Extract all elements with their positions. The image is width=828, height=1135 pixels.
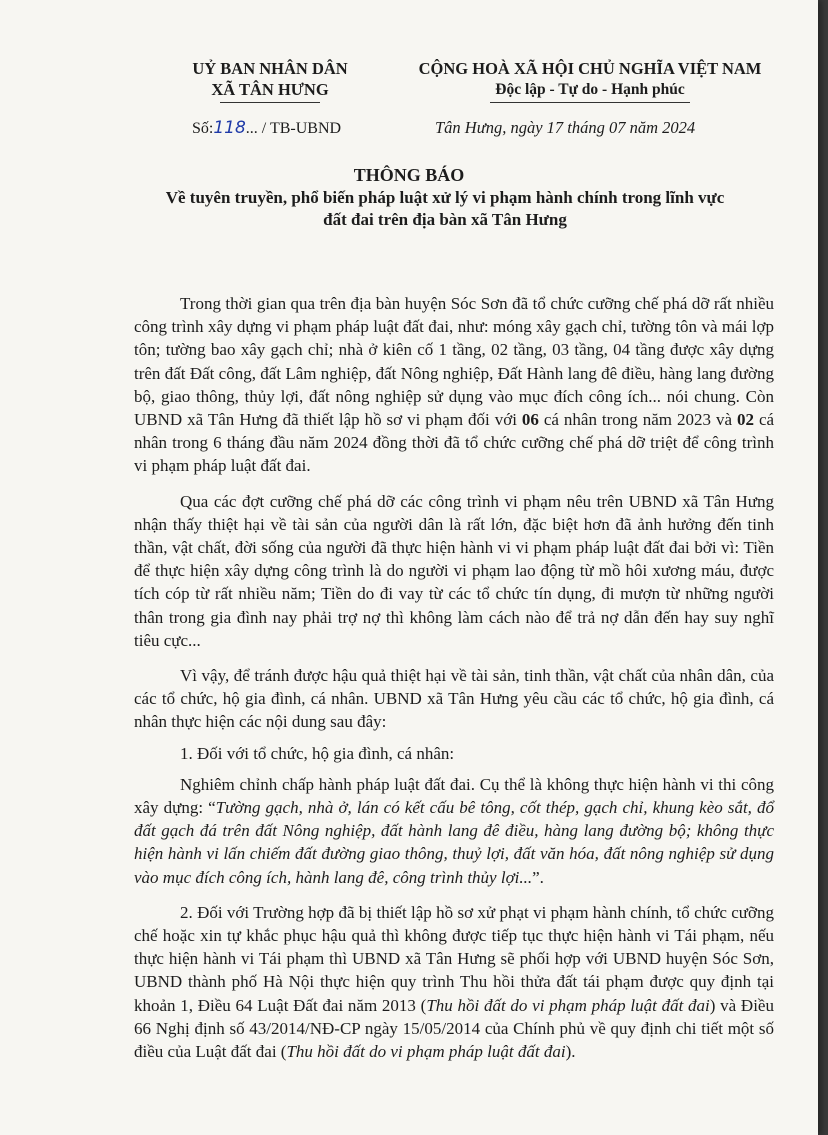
motto-underline xyxy=(490,102,690,103)
p1-count-2023: 06 xyxy=(521,410,539,430)
p1-text-d: cá nhân trong 6 tháng đầu năm 2024 đồng thời đã tổ chức cưỡng chế phá dỡ triệt để công trình vi phạm pháp luật đất đai. xyxy=(134,410,775,476)
paragraph-4: 1. Đối với tổ chức, hộ gia đình, cá nhân: xyxy=(180,743,455,763)
p1-text-c: cá nhân trong năm 2023 và xyxy=(543,410,732,430)
national-header xyxy=(405,58,775,103)
p1-count-2024: 02 xyxy=(736,410,754,430)
subtitle-line-1: Về tuyên truyền, phổ biến pháp luật xử lý vi phạm hành chính trong lĩnh vực xyxy=(165,188,725,207)
p5-text-a: Nghiêm chỉnh chấp hành pháp luật đất đai. Cụ thể là không thực hiện hành vi thi công xây dựng: “ xyxy=(134,774,774,818)
issuer-line-1: UỶ BAN NHÂN DÂN xyxy=(192,59,348,78)
paragraph-5 xyxy=(134,773,774,889)
p1-text-a: Trong thời gian qua trên địa bàn huyện Sóc Sơn đã tổ chức cưỡng chế phá dỡ rất nhiều công trình xây dựng vi phạm pháp luật đất đai, như: móng xây gạch chỉ, tường tôn và mái lợp tôn; tường bao xây gạch chỉ; nhà ở kiên cố 1 tầng, 02 tầng, 03 tầng, 04 tầng được xây dựng trên đất Đất công, đất Lâm nghiệp, đất Nông nghiệp, Đất Hành lang đê điều, hàng lang đường bộ, giao thông, thủy lợi, đất nông nghiệp sử dụng vào mục đích công ích... nói chung. Còn UBND xã Tân Hưng đã thiết lập hồ sơ vi phạm đối với xyxy=(134,294,774,430)
number-prefix: Số: xyxy=(192,120,214,137)
document-title: THÔNG BÁO xyxy=(353,165,465,185)
subtitle-line-2: đất đai trên địa bàn xã Tân Hưng xyxy=(323,210,567,229)
national-title: CỘNG HOÀ XÃ HỘI CHỦ NGHĨA VIỆT NAM xyxy=(418,59,762,78)
issuer-header xyxy=(155,58,385,103)
issuer-underline xyxy=(220,102,320,103)
p5-text-b: ”. xyxy=(532,867,544,887)
p6-text-c: ). xyxy=(565,1042,576,1062)
document-subtitle xyxy=(95,187,795,231)
p6-text-a: 2. Đối với Trường hợp đã bị thiết lập hồ sơ xử phạt vi phạm hành chính, tổ chức cưỡng chế hoặc xin tự khắc phục hậu quả thì không được tiếp tục thực hiện hành vi Tái phạm, nếu thực hiện hành vi Tái phạm thì UBND xã Tân Hưng sẽ phối hợp với UBND huyện Sóc Sơn, UBND thành phố Hà Nội thực hiện quy trình Thu hồi thửa đất tái phạm được quy định tại khoản 1, Điều 64 Luật Đất đai năm 2013 ( xyxy=(134,902,774,1015)
paragraph-2: Qua các đợt cưỡng chế phá dỡ các công trình vi phạm nêu trên UBND xã Tân Hưng nhận thấy thiệt hại về tài sản của người dân là rất lớn, đặc biệt hơn đã ảnh hưởng đến tinh thần, vật chất, đời sống của người đã thực hiện hành vi vi phạm pháp luật đất đai bởi vì: Tiền để thực hiện xây dựng công trình là do người vi phạm lao động từ mồ hôi xương máu, được tích cóp từ rất nhiều năm; Tiền do đi vay từ các tổ chức tín dụng, đi mượn từ những người thân trong gia đình nay phải trợ nợ thì không làm cách nào để trả nợ dẫn đến hay suy nghĩ tiêu cực... xyxy=(134,491,774,650)
number-suffix: / TB-UBND xyxy=(261,120,342,137)
paragraph-1 xyxy=(134,292,774,478)
p6-text-b: ) và Điều 66 Nghị định số 43/2014/NĐ-CP ngày 15/05/2014 của Chính phủ về quy định chi tiết một số điều của Luật đất đai ( xyxy=(134,995,774,1062)
document-body xyxy=(134,292,774,1075)
paragraph-6 xyxy=(134,901,774,1063)
issuer-line-2: XÃ TÂN HƯNG xyxy=(211,80,329,99)
document-number: Số:118... / TB-UBND xyxy=(192,118,342,138)
date-line: Tân Hưng, ngày 17 tháng 07 năm 2024 xyxy=(435,118,696,137)
national-motto: Độc lập - Tự do - Hạnh phúc xyxy=(495,81,685,98)
p5-quote: Tường gạch, nhà ở, lán có kết cấu bê tông, cốt thép, gạch chỉ, khung kèo sắt, đổ đất gạch đá trên đất Nông nghiệp, đất hành lang đê điều, hàng lang đường bộ; không thực hiện hành vi lấn chiếm đất đường giao thông, thuỷ lợi, đất văn hóa, đất nông nghiệp sử dụng vào mục đích công ích, hành lang đê, công trình thủy lợi... xyxy=(134,798,775,887)
paragraph-3: Vì vậy, để tránh được hậu quả thiệt hại về tài sản, tinh thần, vật chất của nhân dân, của các tổ chức, hộ gia đình, cá nhân. UBND xã Tân Hưng yêu cầu các tổ chức, hộ gia đình, cá nhân thực hiện các nội dung sau đây: xyxy=(134,666,774,732)
p6-italic-1: Thu hồi đất do vi phạm pháp luật đất đai xyxy=(426,995,710,1015)
p6-italic-2: Thu hồi đất do vi phạm pháp luật đất đai xyxy=(286,1042,566,1062)
handwritten-number: 118 xyxy=(213,118,246,138)
